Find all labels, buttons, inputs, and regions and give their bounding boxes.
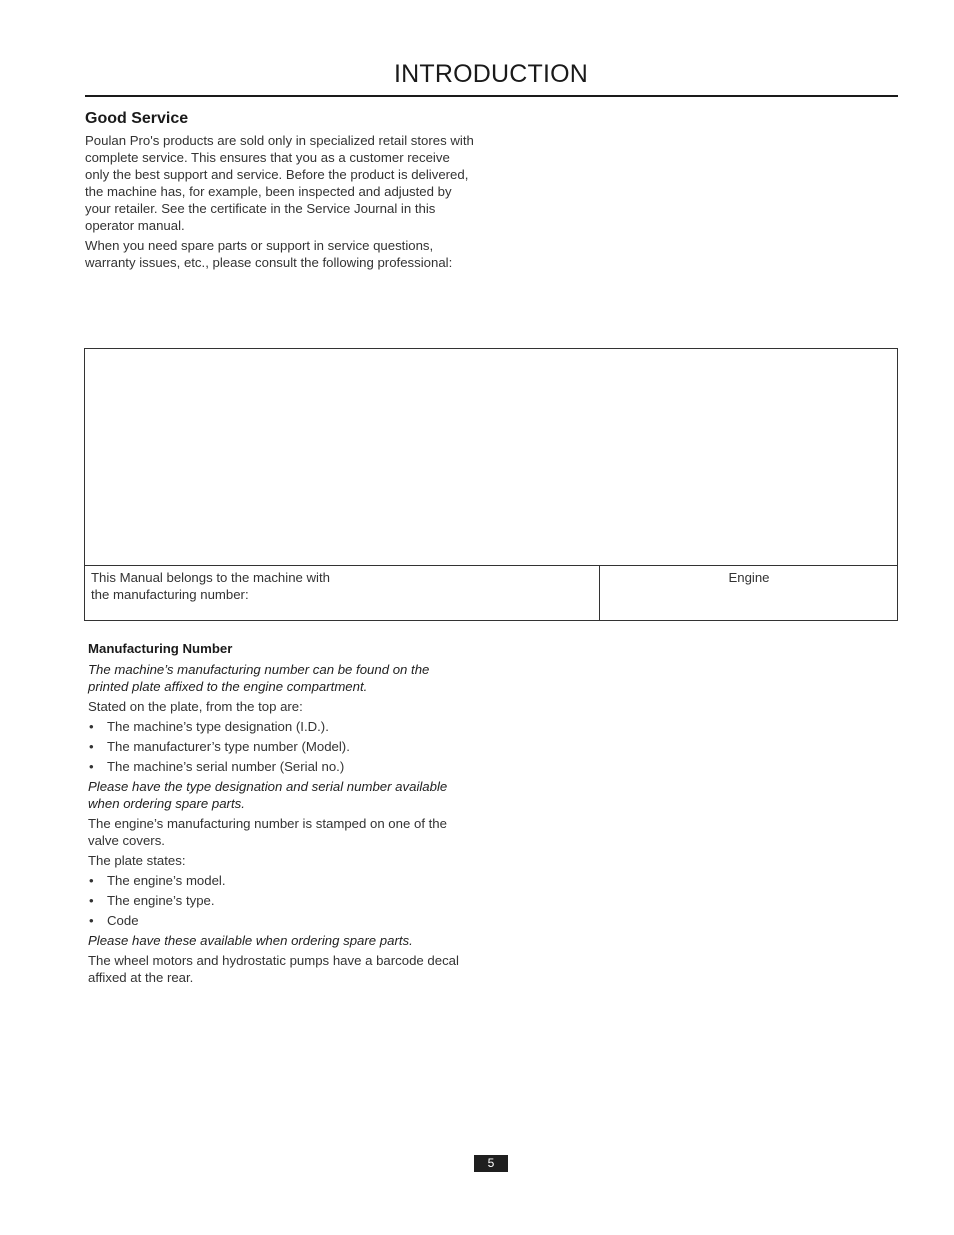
manufacturing-number-section: [88, 640, 468, 989]
plate-intro: Stated on the plate, from the top are:: [88, 699, 303, 714]
manual-belongs-line-2: the manufacturing number:: [91, 587, 249, 602]
good-service-heading: Good Service: [85, 110, 189, 127]
plate-list: [88, 718, 468, 775]
list-item: • The machine’s type designation (I.D.).: [88, 718, 468, 735]
good-service-paragraph-2: When you need spare parts or support in service questions, warranty issues, etc., please consult the following professional:: [85, 238, 453, 270]
page-number: 5: [474, 1155, 508, 1172]
wheel-motor-text: The wheel motors and hydrostatic pumps have a barcode decal affixed at the rear.: [88, 953, 459, 985]
list-item: • The machine’s serial number (Serial no.): [88, 758, 468, 775]
engine-text: The engine’s manufacturing number is stamped on one of the valve covers.: [88, 816, 447, 848]
engine-plate-intro: The plate states:: [88, 853, 186, 868]
manufacturing-number-row: [85, 565, 897, 620]
list-item: • The manufacturer’s type number (Model).: [88, 738, 468, 755]
list-item: • The engine’s model.: [88, 872, 468, 889]
manufacturing-intro: The machine’s manufacturing number can be found on the printed plate affixed to the engine compartment.: [88, 662, 430, 694]
list-item: • Code: [88, 912, 468, 929]
engine-order-note: Please have these available when ordering spare parts.: [88, 933, 413, 948]
good-service-paragraph-1: Poulan Pro's products are sold only in specialized retail stores with complete service. This ensures that you as a customer receive only the best support and service. Before the product is delivered, the machine has, for example, been inspected and adjusted by your retailer. See the certificate in the Service Journal in this operator manual.: [85, 133, 474, 233]
order-note: Please have the type designation and serial number available when ordering spare parts.: [88, 779, 448, 811]
manual-belongs-line-1: This Manual belongs to the machine with: [91, 570, 330, 585]
good-service-text: [85, 132, 475, 274]
manual-belongs-cell: [85, 566, 600, 620]
list-item: • The engine’s type.: [88, 892, 468, 909]
page-title: INTRODUCTION: [393, 60, 589, 88]
dealer-info-box: [84, 348, 898, 621]
engine-list: [88, 872, 468, 929]
manufacturing-heading: Manufacturing Number: [88, 641, 233, 656]
title-divider: [85, 95, 898, 97]
engine-cell: Engine: [728, 570, 770, 585]
